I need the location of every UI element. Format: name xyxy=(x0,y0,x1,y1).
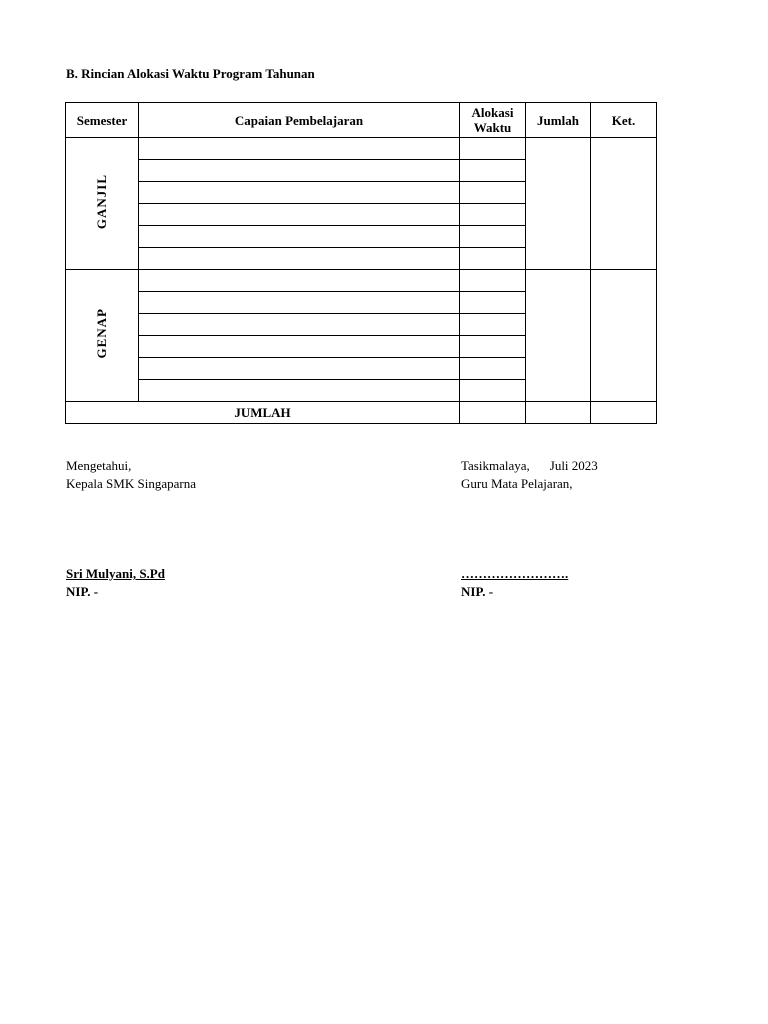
header-ket: Ket. xyxy=(591,103,657,138)
header-semester: Semester xyxy=(66,103,139,138)
ket-genap-cell xyxy=(591,270,657,402)
capaian-cell xyxy=(139,160,460,182)
total-alokasi-cell xyxy=(460,402,526,424)
capaian-cell xyxy=(139,248,460,270)
date-label: Juli 2023 xyxy=(549,458,598,473)
header-alokasi-line1: Alokasi xyxy=(471,105,514,120)
place-label: Tasikmalaya, xyxy=(461,458,530,473)
time-allocation-table xyxy=(65,102,657,424)
capaian-cell xyxy=(139,358,460,380)
principal-name: Sri Mulyani, S.Pd xyxy=(66,566,165,581)
semester-ganjil-cell xyxy=(66,138,139,270)
alokasi-cell xyxy=(460,292,526,314)
header-alokasi-line2: Waktu xyxy=(473,120,512,135)
capaian-cell xyxy=(139,314,460,336)
alokasi-cell xyxy=(460,226,526,248)
total-row xyxy=(66,402,657,424)
header-capaian: Capaian Pembelajaran xyxy=(139,103,460,138)
alokasi-cell xyxy=(460,380,526,402)
total-label: JUMLAH xyxy=(66,402,460,424)
alokasi-cell xyxy=(460,248,526,270)
acknowledged-label: Mengetahui, xyxy=(66,458,132,473)
table-row xyxy=(66,270,657,292)
header-alokasi xyxy=(460,103,526,138)
alokasi-cell xyxy=(460,204,526,226)
capaian-cell xyxy=(139,138,460,160)
semester-genap-cell xyxy=(66,270,139,402)
ket-ganjil-cell xyxy=(591,138,657,270)
jumlah-genap-cell xyxy=(526,270,591,402)
principal-title: Kepala SMK Singaparna xyxy=(66,476,196,491)
header-jumlah: Jumlah xyxy=(526,103,591,138)
capaian-cell xyxy=(139,204,460,226)
signature-right xyxy=(461,457,598,601)
alokasi-cell xyxy=(460,138,526,160)
capaian-cell xyxy=(139,182,460,204)
total-jumlah-cell xyxy=(526,402,591,424)
signature-left xyxy=(66,457,196,601)
jumlah-ganjil-cell xyxy=(526,138,591,270)
place-date xyxy=(461,457,598,475)
alokasi-cell xyxy=(460,358,526,380)
alokasi-cell xyxy=(460,314,526,336)
table-header-row xyxy=(66,103,657,138)
principal-nip: NIP. - xyxy=(66,584,99,599)
capaian-cell xyxy=(139,226,460,248)
alokasi-cell xyxy=(460,270,526,292)
teacher-title: Guru Mata Pelajaran, xyxy=(461,476,573,491)
alokasi-cell xyxy=(460,160,526,182)
capaian-cell xyxy=(139,292,460,314)
capaian-cell xyxy=(139,380,460,402)
capaian-cell xyxy=(139,270,460,292)
semester-ganjil-label: GANJIL xyxy=(94,173,109,230)
table-row xyxy=(66,138,657,160)
teacher-nip: NIP. - xyxy=(461,584,494,599)
alokasi-cell xyxy=(460,336,526,358)
semester-genap-label: GENAP xyxy=(94,308,109,359)
capaian-cell xyxy=(139,336,460,358)
alokasi-cell xyxy=(460,182,526,204)
section-title: B. Rincian Alokasi Waktu Program Tahunan xyxy=(66,66,315,81)
teacher-name: ……………………. xyxy=(461,566,569,581)
total-ket-cell xyxy=(591,402,657,424)
